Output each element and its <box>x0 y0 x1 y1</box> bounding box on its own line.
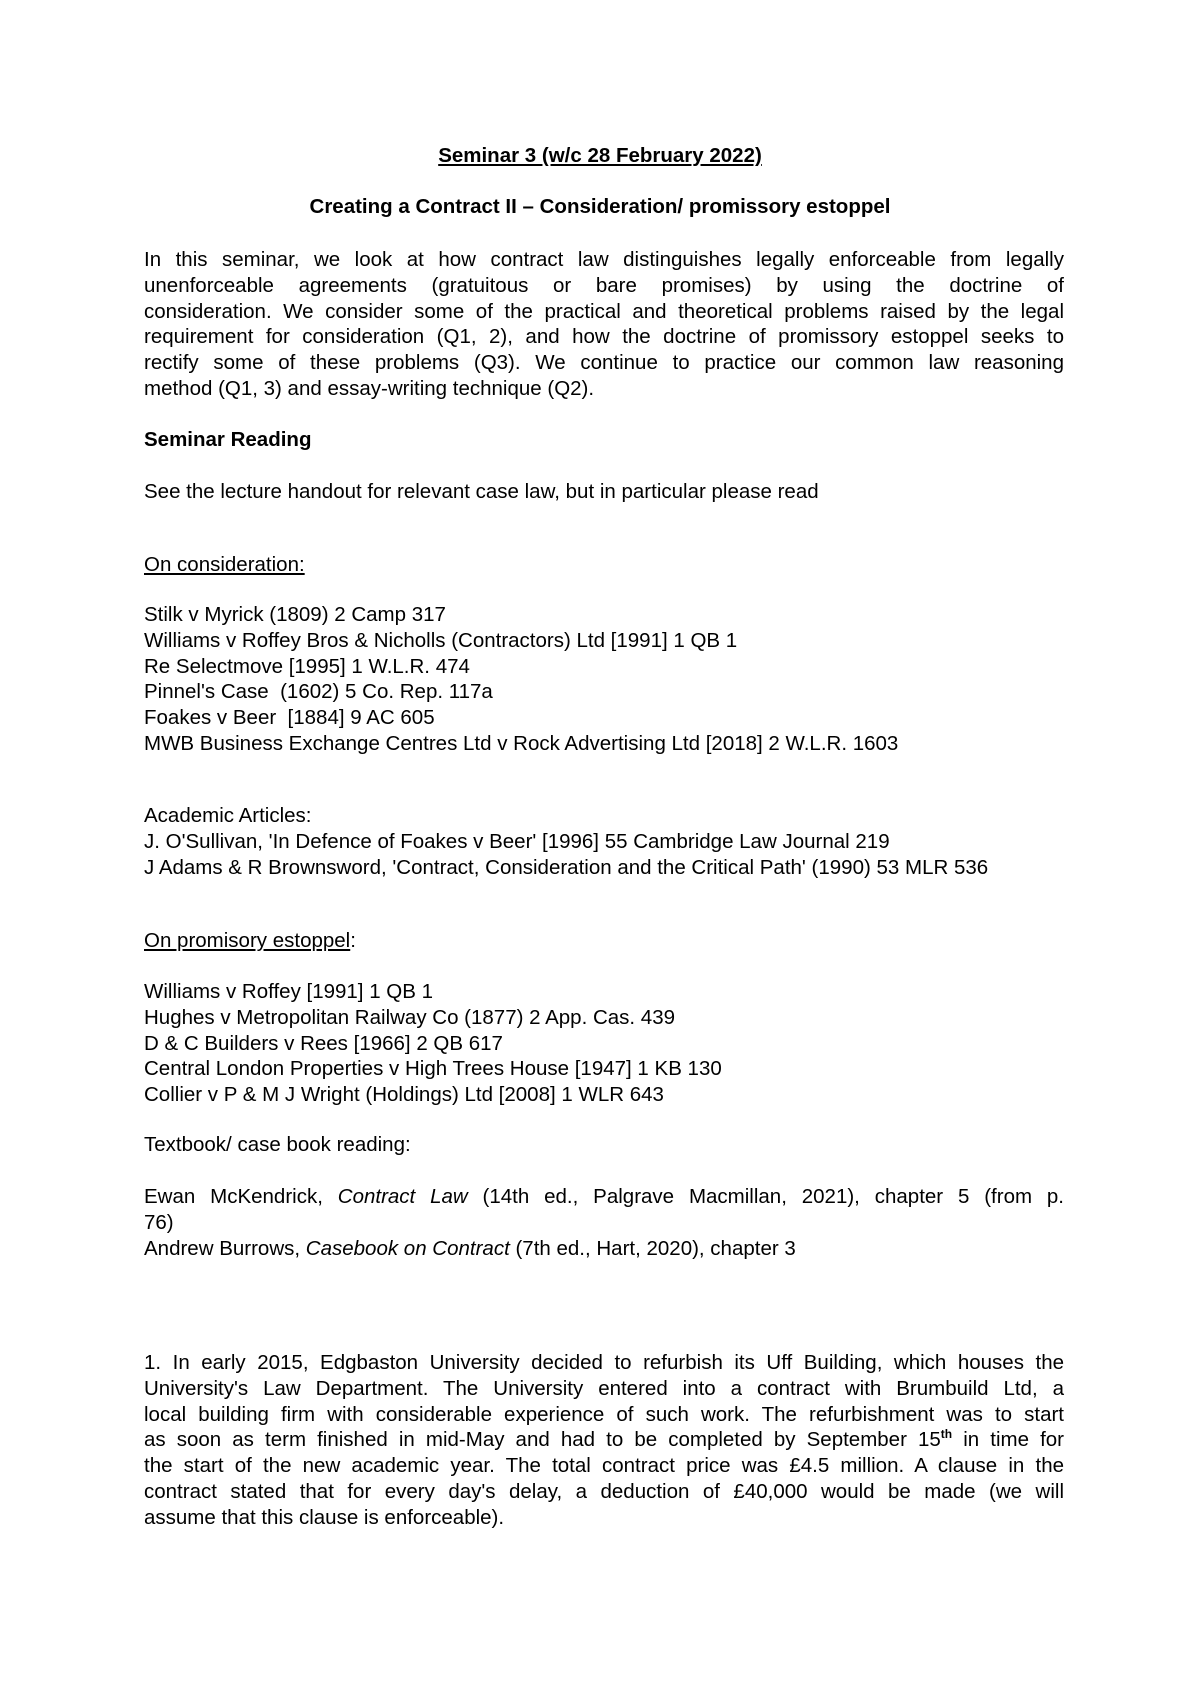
estoppel-heading-line <box>144 928 1064 954</box>
reading-heading: Seminar Reading <box>144 428 312 451</box>
textbooks-heading: Textbook/ case book reading: <box>144 1133 411 1156</box>
estoppel-case-list <box>144 979 1064 1108</box>
case-citation: Foakes v Beer [1884] 9 AC 605 <box>144 706 435 730</box>
question-line: local building firm with considerable experience of such work. The refurbishment was to start <box>144 1402 1064 1426</box>
case-citation: Hughes v Metropolitan Railway Co (1877) 2 App. Cas. 439 <box>144 1005 676 1029</box>
intro-line: method (Q1, 3) and essay-writing technique (Q2). <box>144 376 595 400</box>
question-line: 1. In early 2015, Edgbaston University decided to refurbish its Uff Building, which houses the <box>144 1351 1064 1374</box>
case-citation: D & C Builders v Rees [1966] 2 QB 617 <box>144 1031 503 1055</box>
case-citation: Williams v Roffey [1991] 1 QB 1 <box>144 980 434 1003</box>
article-citation: J. O'Sullivan, 'In Defence of Foakes v Beer' [1996] 55 Cambridge Law Journal 219 <box>144 829 890 853</box>
question-line: University's Law Department. The University entered into a contract with Brumbuild Ltd, a <box>144 1376 1064 1400</box>
reading-intro: See the lecture handout for relevant case law, but in particular please read <box>144 480 819 503</box>
intro-line: unenforceable agreements (gratuitous or bare promises) by using the doctrine of <box>144 273 1064 297</box>
intro-paragraph <box>144 247 1064 402</box>
textbook-author: Ewan McKendrick, <box>144 1185 338 1208</box>
textbook-entry-mckendrick <box>144 1184 1064 1210</box>
textbook-entry-burrows <box>144 1236 1064 1262</box>
textbook-title: Casebook on Contract <box>305 1236 510 1260</box>
intro-line: rectify some of these problems (Q3). We continue to practice our common law reasoning <box>144 351 1064 375</box>
case-citation: Williams v Roffey Bros & Nicholls (Contractors) Ltd [1991] 1 QB 1 <box>144 628 738 652</box>
question-line <box>144 1427 1064 1453</box>
academic-articles <box>144 803 1064 880</box>
ordinal-suffix: th <box>940 1427 953 1442</box>
textbook-details-continued: 76) <box>144 1210 174 1234</box>
textbook-details: (14th ed., Palgrave Macmillan, 2021), chapter 5 (from p. <box>467 1185 1064 1208</box>
textbook-details: (7th ed., Hart, 2020), chapter 3 <box>509 1236 796 1260</box>
case-citation: Central London Properties v High Trees House [1947] 1 KB 130 <box>144 1057 722 1081</box>
question-text: in time for <box>952 1428 1064 1452</box>
page-subtitle: Creating a Contract II – Consideration/ promissory estoppel <box>309 195 891 218</box>
case-citation: Stilk v Myrick (1809) 2 Camp 317 <box>144 603 446 626</box>
question-line: the start of the new academic year. The total contract price was £4.5 million. A clause in the <box>144 1454 1064 1478</box>
page-title: Seminar 3 (w/c 28 February 2022) <box>438 144 762 167</box>
question-line: assume that this clause is enforceable). <box>144 1505 505 1529</box>
article-citation: J Adams & R Brownsword, 'Contract, Consideration and the Critical Path' (1990) 53 MLR 536 <box>144 855 989 879</box>
case-citation: Collier v P & M J Wright (Holdings) Ltd [2008] 1 WLR 643 <box>144 1083 664 1107</box>
consideration-heading: On consideration: <box>144 553 305 576</box>
articles-heading: Academic Articles: <box>144 804 312 827</box>
question-text: as soon as term finished in mid-May and had to be completed by September 15 <box>144 1428 941 1452</box>
textbook-list <box>144 1184 1064 1261</box>
textbook-author: Andrew Burrows, <box>144 1236 306 1260</box>
consideration-case-list <box>144 602 1064 757</box>
intro-line: consideration. We consider some of the practical and theoretical problems raised by the legal <box>144 299 1064 323</box>
estoppel-heading: On promisory estoppel <box>144 929 351 952</box>
case-citation: MWB Business Exchange Centres Ltd v Rock Advertising Ltd [2018] 2 W.L.R. 1603 <box>144 731 899 755</box>
question-1 <box>144 1350 1064 1531</box>
textbook-title: Contract Law <box>337 1185 468 1208</box>
case-citation: Pinnel's Case (1602) 5 Co. Rep. 117a <box>144 680 493 704</box>
intro-line: In this seminar, we look at how contract law distinguishes legally enforceable from legally <box>144 248 1064 271</box>
case-citation: Re Selectmove [1995] 1 W.L.R. 474 <box>144 654 470 678</box>
question-line: contract stated that for every day's delay, a deduction of £40,000 would be made (we will <box>144 1479 1064 1503</box>
estoppel-heading-colon: : <box>350 929 356 952</box>
intro-line: requirement for consideration (Q1, 2), and how the doctrine of promissory estoppel seeks to <box>144 325 1064 349</box>
